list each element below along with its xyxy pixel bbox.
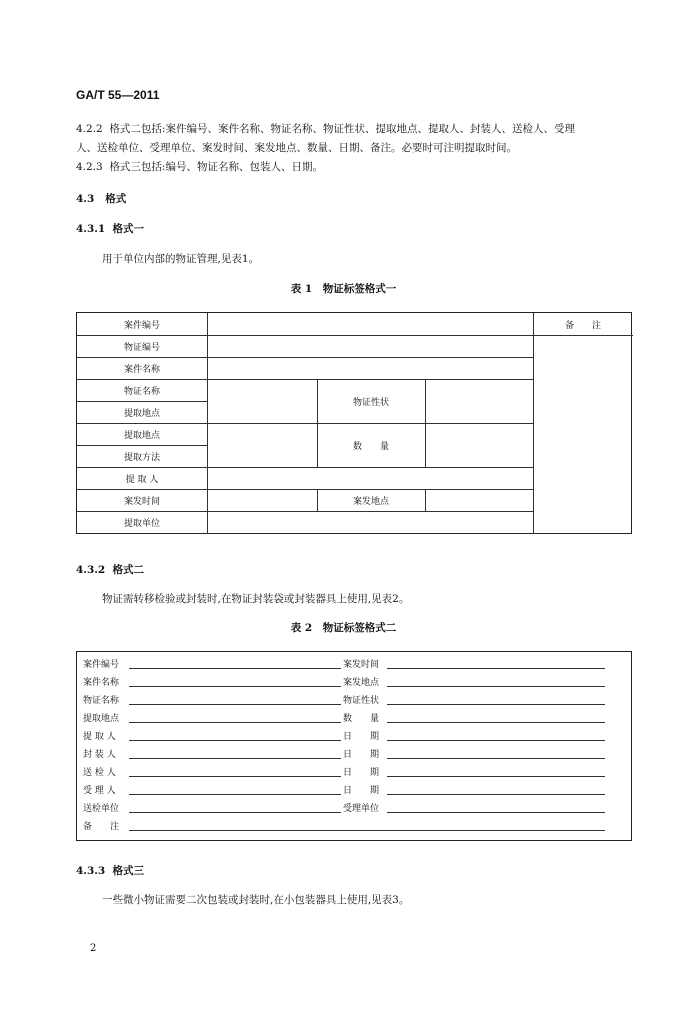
blank-line — [387, 812, 605, 813]
blank-line — [387, 722, 605, 723]
label-quantity: 数 量 — [352, 441, 389, 452]
field-label-left: 送 检 人 — [83, 768, 116, 778]
section-4-3-1-body: 用于单位内部的物证管理,见表1。 — [102, 253, 260, 265]
field-label-left: 提 取 人 — [83, 732, 116, 742]
section-title: 格式一 — [112, 223, 145, 235]
label-remarks: 备 注 — [564, 320, 601, 331]
document-code-header: GA/T 55—2011 — [76, 88, 160, 102]
field-label-left: 案件编号 — [83, 660, 120, 670]
section-title: 格式三 — [112, 865, 145, 877]
field-label-right: 日 期 — [343, 786, 380, 796]
section-number: 4.3.3 — [76, 865, 106, 877]
label-incident-place: 案发地点 — [352, 496, 389, 507]
label-collection-location: 提取地点 — [123, 408, 160, 419]
section-number: 4.3.1 — [76, 223, 106, 235]
table-2-caption: 表 2 物证标签格式二 — [290, 622, 397, 634]
label-collector: 提 取 人 — [125, 474, 159, 485]
form-row — [77, 708, 631, 727]
label-evidence-number: 物证编号 — [123, 342, 160, 353]
blank-line — [129, 776, 341, 777]
evidence-label-table-1 — [76, 312, 632, 534]
label-collection-method: 提取方法 — [123, 452, 160, 463]
blank-line — [129, 722, 341, 723]
form-row — [77, 798, 631, 817]
blank-line — [129, 812, 341, 813]
field-label-left: 提取地点 — [83, 714, 120, 724]
form-row — [77, 744, 631, 763]
field-label-right: 案发时间 — [343, 660, 380, 670]
form-row — [77, 672, 631, 691]
field-label-left: 备 注 — [83, 822, 120, 832]
blank-line — [129, 704, 341, 705]
blank-line — [387, 668, 605, 669]
clause-text: 格式二包括:案件编号、案件名称、物证名称、物证性状、提取地点、提取人、封装人、送检人、受理 — [109, 123, 575, 135]
section-4-3-heading — [76, 190, 126, 209]
field-label-left: 送检单位 — [83, 804, 120, 814]
clause-4-2-3 — [76, 158, 323, 177]
blank-line — [387, 740, 605, 741]
field-label-right: 案发地点 — [343, 678, 380, 688]
blank-line — [129, 794, 341, 795]
form-row — [77, 726, 631, 745]
section-title: 格式 — [105, 193, 127, 205]
form-row — [77, 690, 631, 709]
form-row — [77, 762, 631, 781]
blank-line — [129, 740, 341, 741]
section-4-3-2-heading — [76, 561, 144, 580]
blank-line — [387, 686, 605, 687]
field-label-right: 日 期 — [343, 732, 380, 742]
blank-line — [387, 794, 605, 795]
clause-4-2-2-cont: 人、送检单位、受理单位、案发时间、案发地点、数量、日期、备注。必要时可注明提取时间。 — [76, 142, 517, 154]
field-label-left: 封 装 人 — [83, 750, 116, 760]
evidence-label-table-2 — [76, 651, 632, 841]
field-label-right: 物证性状 — [343, 696, 380, 706]
blank-line — [387, 776, 605, 777]
blank-line — [387, 758, 605, 759]
label-collection-location-2: 提取地点 — [123, 430, 160, 441]
field-label-right: 日 期 — [343, 768, 380, 778]
field-label-left: 受 理 人 — [83, 786, 116, 796]
table-1-caption: 表 1 物证标签格式一 — [290, 283, 397, 295]
label-case-number: 案件编号 — [123, 320, 160, 331]
section-number: 4.3.2 — [76, 564, 106, 576]
clause-number: 4.2.2 — [76, 123, 103, 135]
blank-line — [129, 830, 605, 831]
form-row — [77, 816, 631, 835]
field-label-right: 受理单位 — [343, 804, 380, 814]
section-4-3-3-body: 一些微小物证需要二次包装或封装时,在小包装器具上使用,见表3。 — [102, 894, 410, 906]
field-label-right: 日 期 — [343, 750, 380, 760]
label-collecting-unit: 提取单位 — [123, 519, 160, 529]
blank-line — [129, 686, 341, 687]
form-row — [77, 780, 631, 799]
label-evidence-name: 物证名称 — [123, 386, 160, 397]
field-label-right: 数 量 — [343, 714, 380, 724]
label-incident-time: 案发时间 — [123, 496, 160, 507]
field-label-left: 案件名称 — [83, 678, 120, 688]
clause-text: 格式三包括:编号、物证名称、包装人、日期。 — [109, 161, 323, 173]
section-number: 4.3 — [76, 193, 95, 205]
label-case-name: 案件名称 — [123, 364, 160, 375]
page-number: 2 — [90, 943, 97, 954]
blank-line — [129, 758, 341, 759]
clause-number: 4.2.3 — [76, 161, 103, 173]
section-4-3-3-heading — [76, 862, 144, 881]
clause-4-2-2 — [76, 120, 575, 139]
blank-line — [129, 668, 341, 669]
section-4-3-1-heading — [76, 220, 144, 239]
section-4-3-2-body: 物证需转移检验或封装时,在物证封装袋或封装器具上使用,见表2。 — [102, 593, 410, 605]
blank-line — [387, 704, 605, 705]
section-title: 格式二 — [112, 564, 145, 576]
field-label-left: 物证名称 — [83, 696, 120, 706]
label-evidence-trait: 物证性状 — [352, 397, 389, 408]
form-row — [77, 654, 631, 673]
